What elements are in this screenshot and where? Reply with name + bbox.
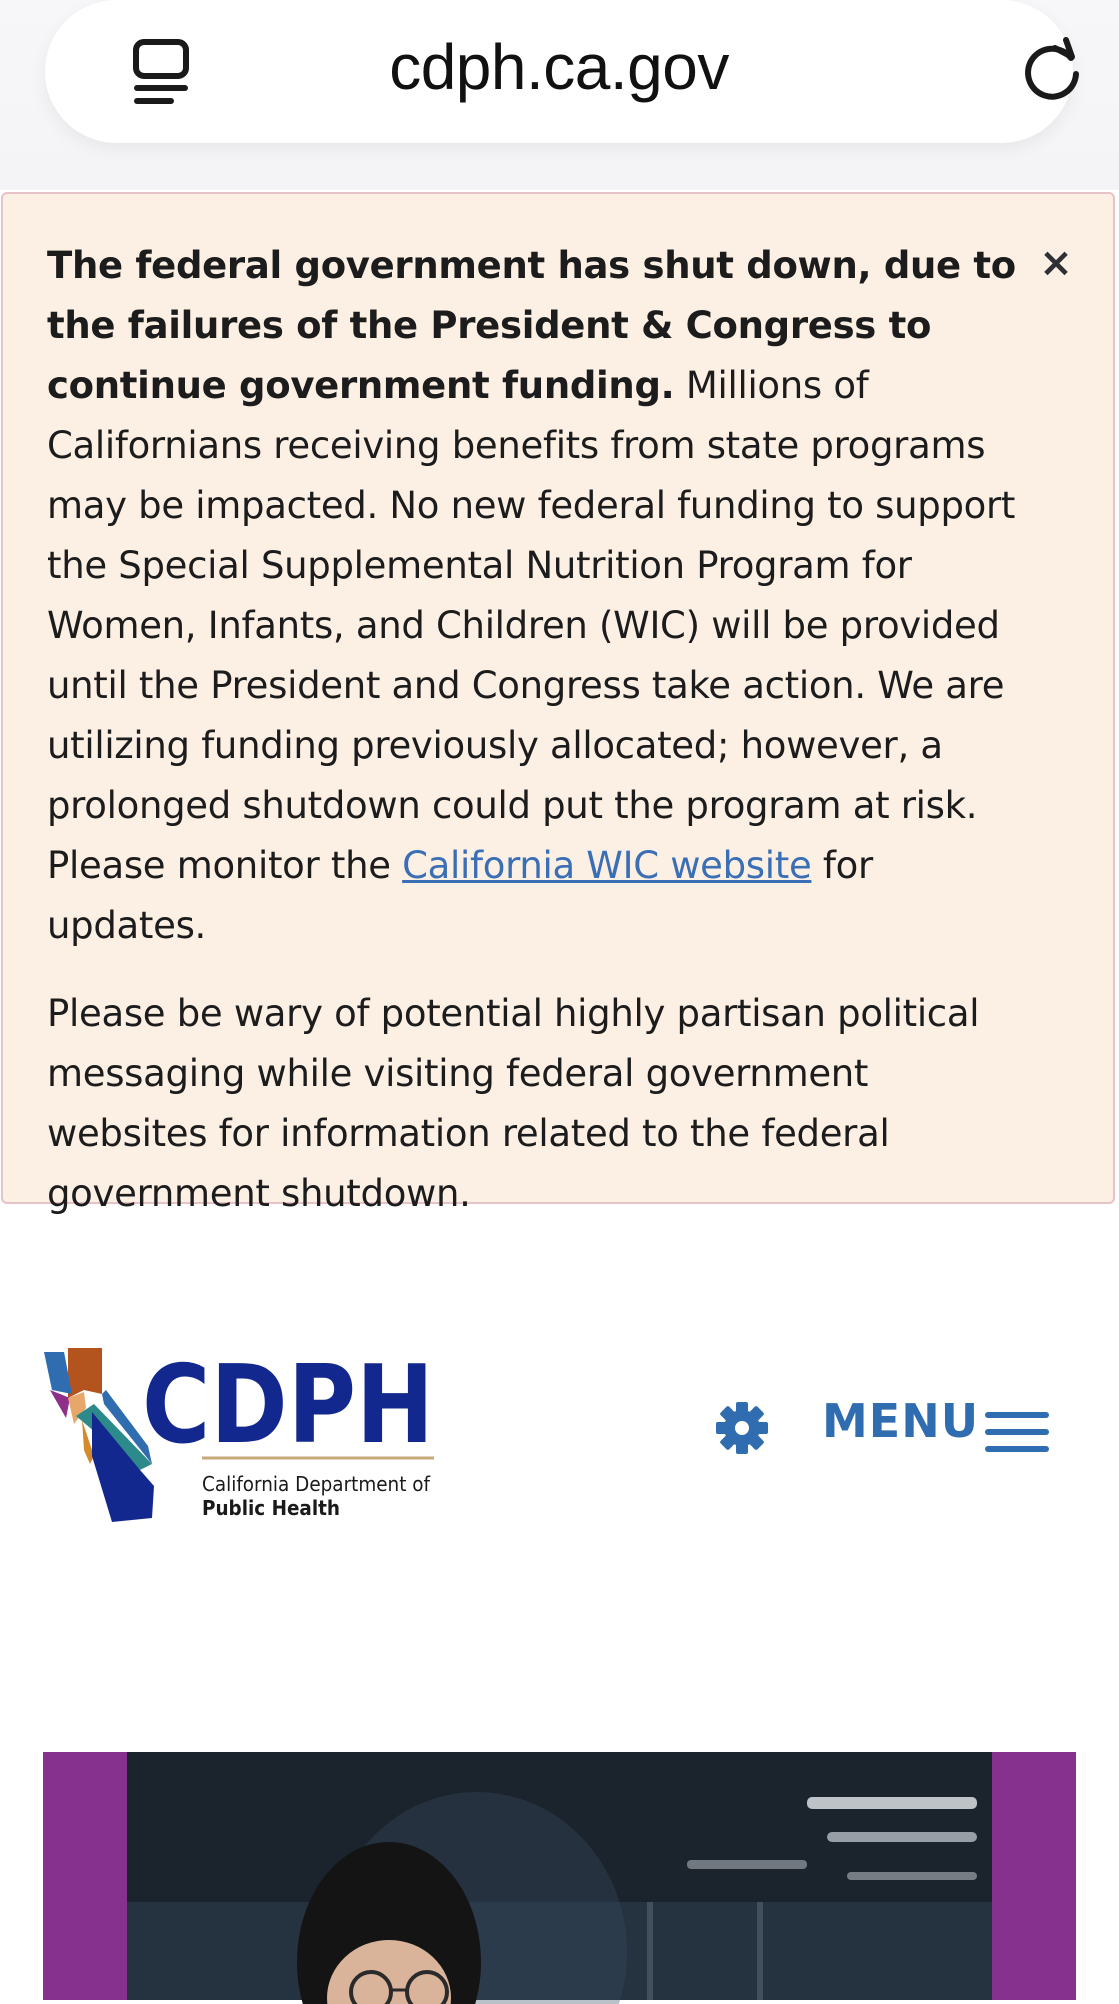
menu-label[interactable]: MENU [822, 1394, 980, 1448]
hamburger-icon[interactable] [985, 1410, 1049, 1454]
alert-paragraph-1 [47, 236, 1027, 956]
url-text[interactable]: cdph.ca.gov [389, 31, 729, 103]
california-map-icon [44, 1348, 154, 1522]
logo-title: CDPH [142, 1343, 434, 1468]
wic-website-link[interactable]: California WIC website [402, 844, 812, 887]
hero-photo [127, 1752, 992, 2000]
logo-subtitle-line2: Public Health [202, 1496, 340, 1520]
alert-body-end: for updates. [47, 844, 873, 947]
close-icon: × [1039, 240, 1073, 286]
hero-banner [43, 1752, 1076, 2000]
gear-icon[interactable] [716, 1402, 768, 1454]
cdph-logo[interactable] [44, 1343, 434, 1521]
logo-subtitle-line1: California Department of [202, 1472, 431, 1496]
alert-body-text: Millions of Californians receiving benefits from state programs may be impacted. No new federal funding to support the Special Supplemental Nutrition Program for Women, Infants, and Children (WIC) will be provided until the President and Congress take action. We are utilizing funding previously allocated; however, a prolonged shutdown could put the program at risk. Please monitor the [47, 364, 1016, 887]
address-bar[interactable] [45, 0, 1073, 143]
alert-text [47, 236, 1027, 1224]
shutdown-alert [1, 192, 1115, 1215]
browser-top-area [0, 0, 1119, 190]
office-scene-image [127, 1752, 992, 2000]
close-alert-button[interactable] [1036, 238, 1076, 288]
alert-bold-text: The federal government has shut down, due to the failures of the President & Congress to continue government funding. [47, 244, 1016, 407]
reload-icon[interactable] [1019, 34, 1085, 104]
alert-paragraph-2: Please be wary of potential highly partisan political messaging while visiting federal government websites for information related to the federal government shutdown. [47, 992, 980, 1215]
